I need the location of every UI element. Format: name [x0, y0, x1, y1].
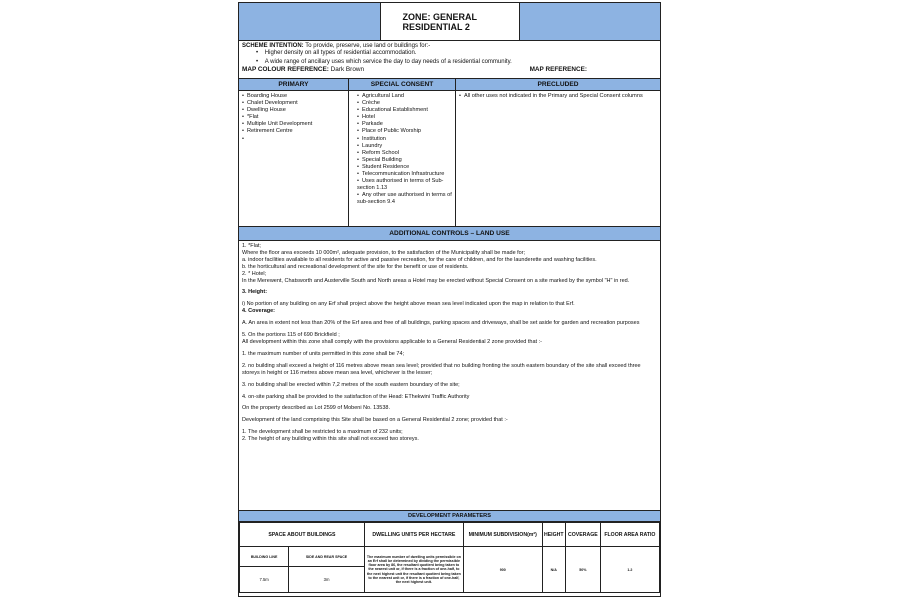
list-item	[242, 136, 345, 143]
map-colour-label: MAP COLOUR REFERENCE:	[242, 66, 329, 74]
list-item: • Retirement Centre	[242, 128, 345, 135]
control-line: 2. no building shall exceed a height of 116 metres above mean sea level; provided that no building fronting the south eastern boundary of the site shall exceed three storeys in height or 116 metres above mean sea level, whichever is the lesser;	[242, 362, 641, 376]
zone-title-line1: ZONE: GENERAL	[402, 11, 478, 22]
list-item: • Institution	[352, 136, 452, 143]
document-header	[239, 3, 660, 41]
control-line: 4. on-site parking shall be provided to the satisfaction of the Head: EThekwini Traffic Authority	[242, 393, 470, 400]
height-header: HEIGHT	[542, 523, 565, 547]
list-item: • Special Building	[352, 157, 452, 164]
header-right-band	[520, 3, 661, 40]
list-item: • Laundry	[352, 143, 452, 150]
development-parameters-table	[239, 522, 660, 593]
list-item: • Hotel	[352, 114, 452, 121]
height-value: N/A	[542, 547, 565, 593]
list-item: • Agricultural Land	[352, 93, 452, 100]
building-line-value: 7.5m	[240, 567, 289, 593]
list-item: • Any other use authorised in terms of sub-section 9.4	[352, 192, 452, 206]
control-line: On the property described as Lot 2599 of Mobeni No. 13538.	[242, 405, 390, 412]
control-line: b. the horticultural and recreational development of the site for the benefit or use of residents.	[242, 263, 469, 270]
control-line: 1. The development shall be restricted to a maximum of 232 units;	[242, 429, 403, 436]
dwelling-units-header: DWELLING UNITS PER HECTARE	[364, 523, 463, 547]
use-column-headers	[239, 79, 660, 91]
primary-list	[239, 91, 349, 226]
precluded-list	[456, 91, 660, 226]
intention-bullet: • Higher density on all types of residential accommodation.	[256, 50, 417, 57]
list-item: • Boarding House	[242, 93, 345, 100]
special-consent-list	[349, 91, 456, 226]
dwelling-units-text: The maximum number of dwelling units permissible on an Erf shall be determined by dividing the permissible floor area by 86, the resultant quotient being taken to the nearest unit or, if there is a fraction of one-half, to the next highest unit the resultant quotient being taken to the nearest unit or, if there is a fraction of one-half, the next highest unit.	[364, 547, 463, 593]
control-line: 1. the maximum number of units permitted in this zone shall be 74;	[242, 350, 405, 357]
intention-text: To provide, preserve, use land or buildings for:-	[305, 43, 431, 49]
development-parameters-header: DEVELOPMENT PARAMETERS	[239, 511, 660, 522]
map-reference-label: MAP REFERENCE:	[529, 66, 587, 74]
map-reference-row	[242, 66, 657, 73]
min-subdivision-value: 900	[463, 547, 542, 593]
list-item: • Crèche	[352, 100, 452, 107]
list-item: • Parkade	[352, 121, 452, 128]
control-line: Development of the land comprising this Site shall be based on a General Residential 2 zone; provided that :-	[242, 417, 508, 424]
control-line: All development within this zone shall comply with the provisions applicable to a General Residential 2 zone provided that :-	[242, 338, 542, 345]
control-line: 5. On the portions 115 of 690 Brickfield ;	[242, 332, 340, 339]
list-item: • Chalet Development	[242, 100, 345, 107]
precluded-header: PRECLUDED	[537, 81, 579, 88]
list-item: • Dwelling House	[242, 107, 345, 114]
building-line-subheader: BUILDING LINE	[240, 547, 289, 567]
control-line: 2. * Hotel;	[242, 270, 267, 277]
list-item: • All other uses not indicated in the Primary and Special Consent columns	[459, 93, 657, 100]
list-item: • Educational Establishment	[352, 107, 452, 114]
far-header: FLOOR AREA RATIO	[600, 523, 659, 547]
list-item: • Student Residence	[352, 164, 452, 171]
control-line: 3. no building shall be erected within 7,2 metres of the south eastern boundary of the site;	[242, 381, 460, 388]
additional-controls-header: ADDITIONAL CONTROLS – LAND USE	[239, 227, 660, 241]
control-line: a. indoor facilities available to all residents for active and passive recreation, for the care of children, and for the launderette and washing facilities.	[242, 256, 597, 263]
additional-controls-body	[239, 241, 660, 511]
special-consent-header: SPECIAL CONSENT	[349, 79, 456, 90]
use-lists	[239, 91, 660, 227]
far-value: 1.2	[600, 547, 659, 593]
control-line: i) No portion of any building on any Erf shall project above the height above mean sea level indicated upon the map in relation to that Erf.	[242, 301, 575, 308]
zone-title	[380, 3, 520, 40]
intention-label: SCHEME INTENTION:	[242, 43, 304, 49]
zone-title-line2: RESIDENTIAL 2	[402, 21, 470, 32]
control-line: 1. *Flat;	[242, 243, 261, 249]
list-item: • Reform School	[352, 150, 452, 157]
header-left-band	[239, 3, 380, 40]
space-about-header: SPACE ABOUT BUILDINGS	[240, 523, 365, 547]
list-item: • Telecommunication Infrastructure	[352, 171, 452, 178]
map-colour-value: Dark Brown	[330, 66, 365, 74]
list-item: • *Flat	[242, 114, 345, 121]
primary-header: PRIMARY	[239, 79, 349, 90]
scheme-intention	[239, 41, 660, 79]
list-item: • Uses authorised in terms of Sub-section 1.13	[352, 178, 452, 192]
zoning-document	[238, 2, 661, 597]
coverage-value: 50%	[565, 547, 600, 593]
control-heading: 4. Coverage:	[242, 308, 276, 315]
intention-bullet: • A wide range of ancillary uses which service the day to day needs of a residential community.	[256, 58, 512, 65]
control-line: A. An area in extent not less than 20% of the Erf area and free of all buildings, parking spaces and driveways, shall be set aside for garden and recreation purposes	[242, 320, 640, 327]
control-line: In the Merewent, Chatsworth and Austerville South and North areas a Hotel may be erected without Special Consent on a site marked by the symbol "H" in red.	[242, 277, 630, 284]
list-item: • Place of Public Worship	[352, 128, 452, 135]
list-item: • Multiple Unit Development	[242, 121, 345, 128]
control-line: 2. The height of any building within this site shall not exceed two storeys.	[242, 436, 419, 443]
control-line: Where the floor area exceeds 10 000m², adequate provision, to the satisfaction of the Municipality shall be made for;	[242, 249, 526, 256]
control-heading: 3. Height:	[242, 289, 268, 296]
side-rear-value: 3m	[289, 567, 365, 593]
coverage-header: COVERAGE	[565, 523, 600, 547]
side-rear-subheader: SIDE AND REAR SPACE	[289, 547, 365, 567]
min-subdivision-header: MINIMUM SUBDIVISION(m²)	[463, 523, 542, 547]
